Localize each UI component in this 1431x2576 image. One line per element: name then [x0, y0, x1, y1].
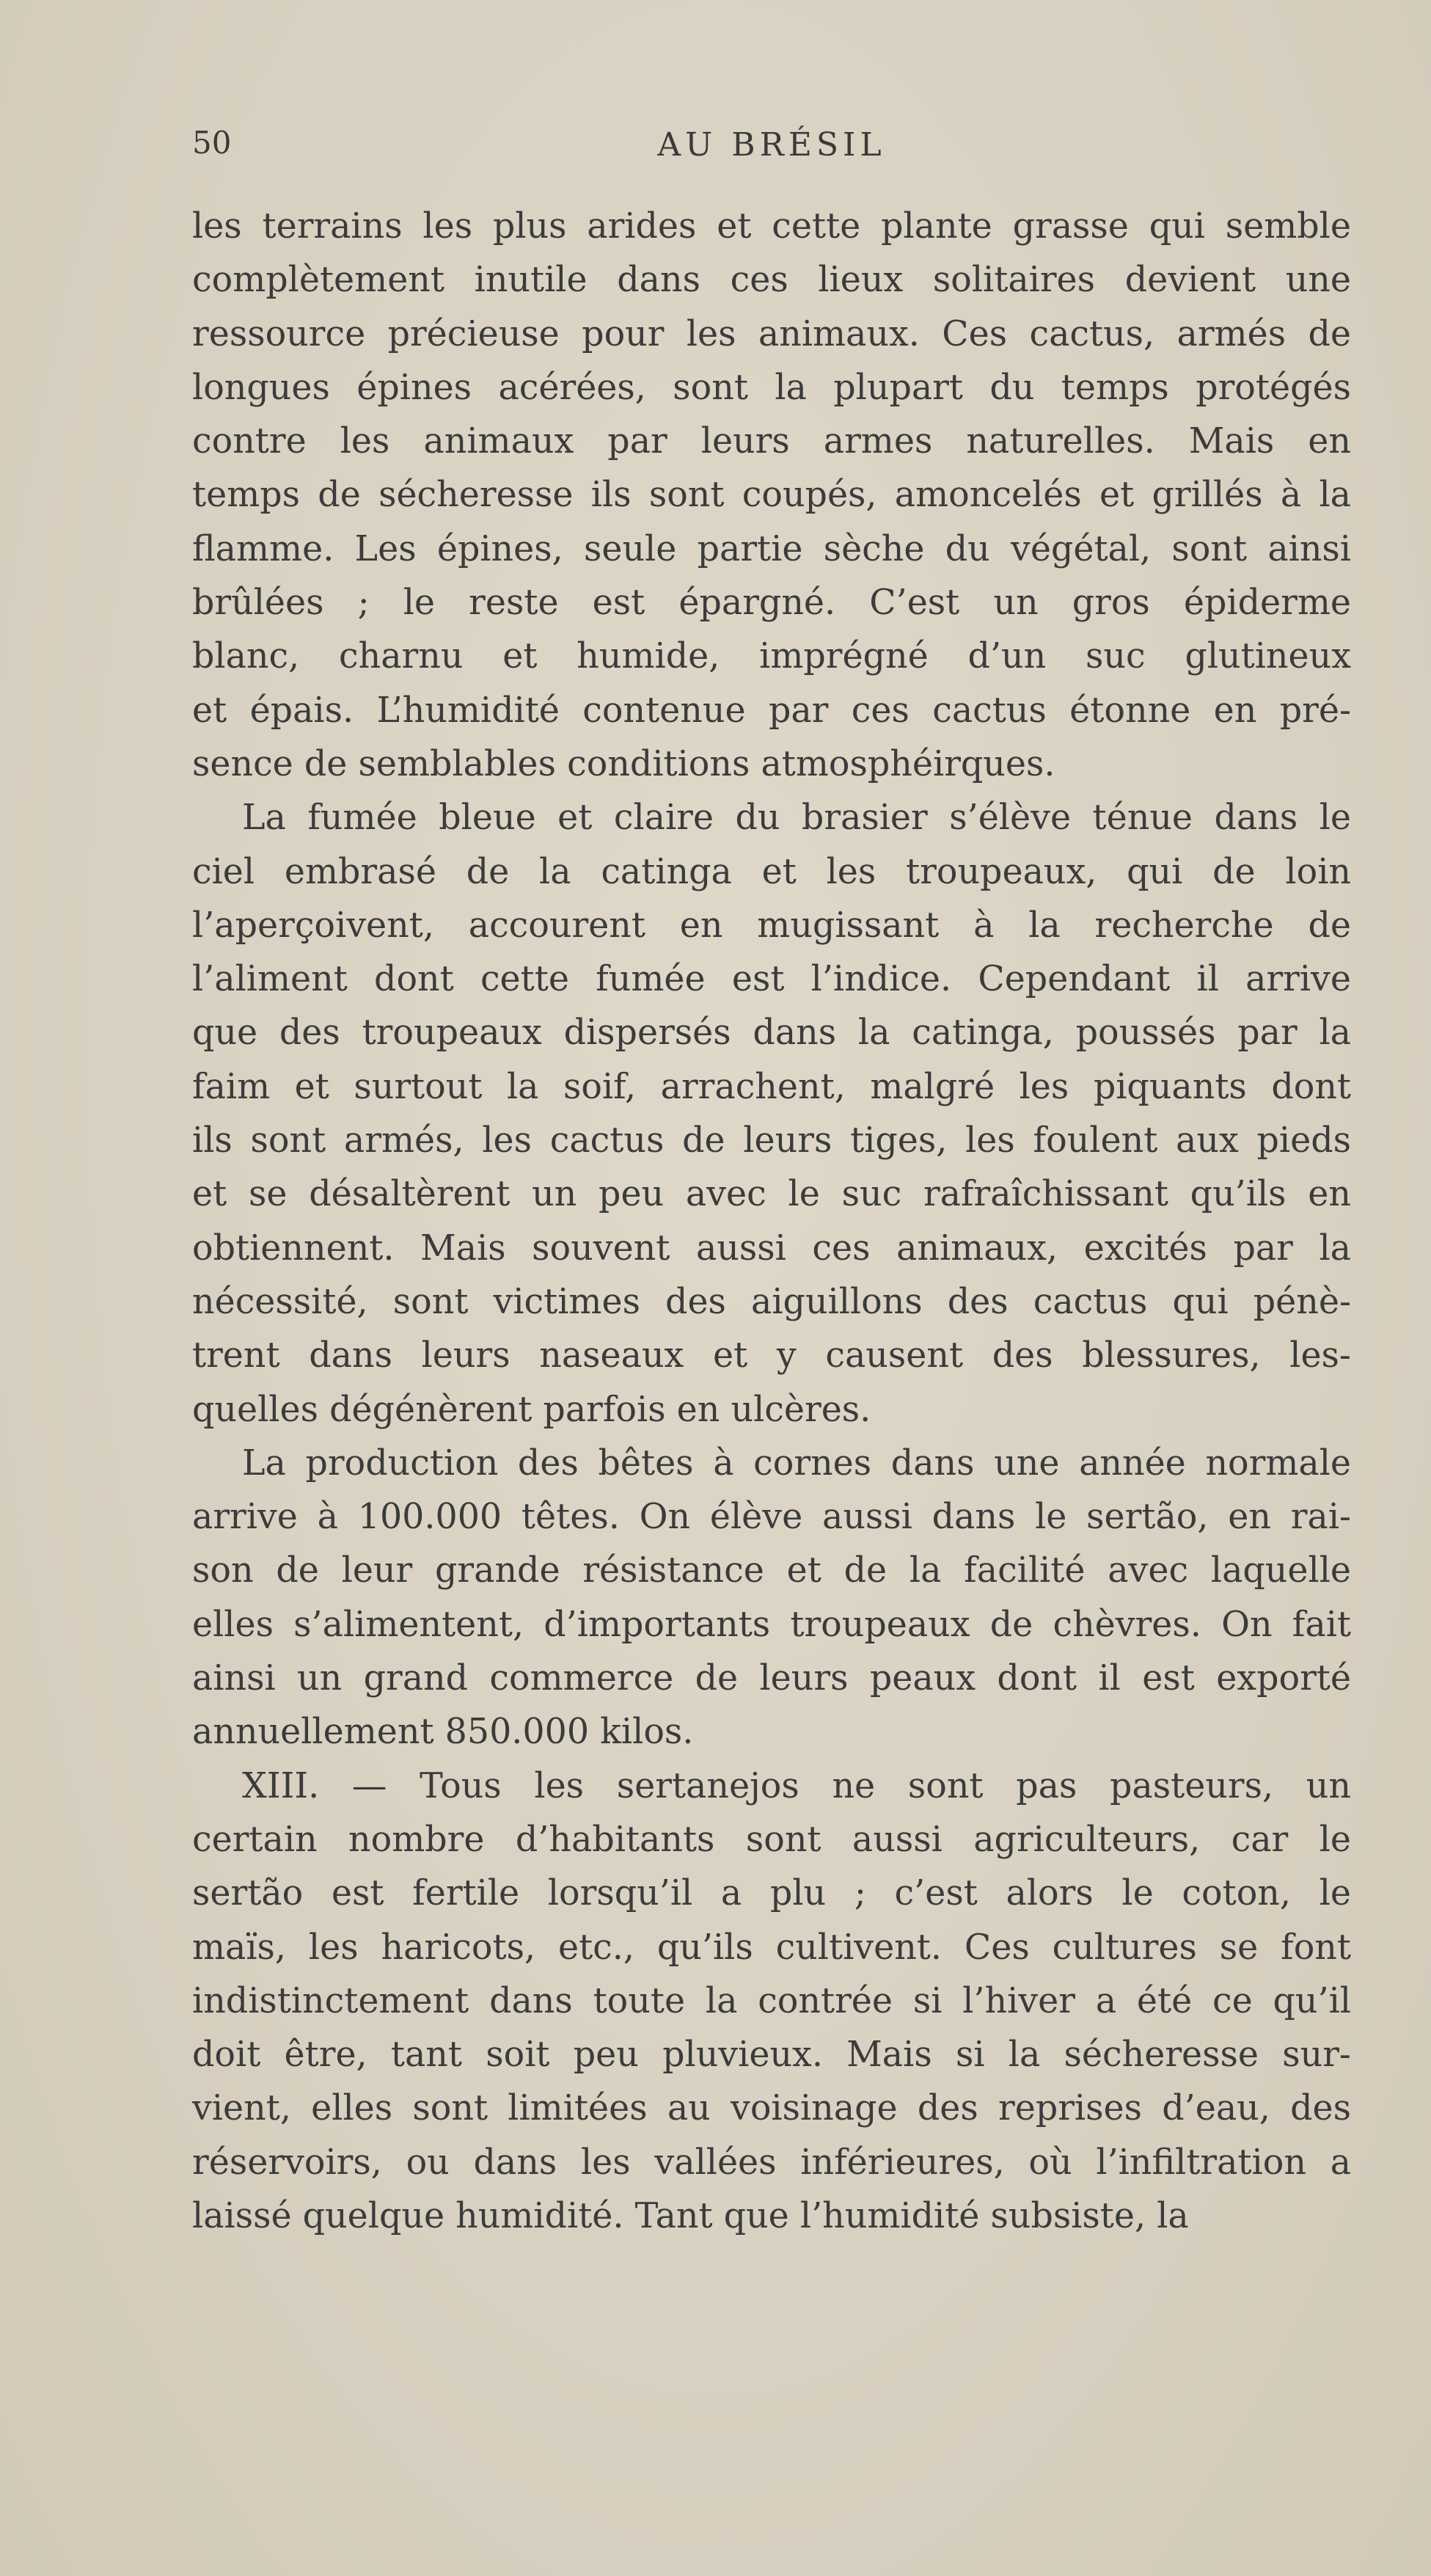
text-line: réservoirs, ou dans les vallées inférieures, où l’infiltration a — [192, 2142, 1351, 2183]
text-line: obtiennent. Mais souvent aussi ces animaux, excités par la — [192, 1227, 1351, 1269]
text-line: faim et surtout la soif, arrachent, malgré les piquants dont — [192, 1066, 1351, 1107]
text-line: quelles dégénèrent parfois en ulcères. — [192, 1389, 871, 1430]
text-line: nécessité, sont victimes des aiguillons des cactus qui pénè- — [192, 1281, 1351, 1322]
text-line: l’aperçoivent, accourent en mugissant à la recherche de — [192, 905, 1351, 946]
text-line: doit être, tant soit peu pluvieux. Mais si la sécheresse sur- — [192, 2035, 1351, 2076]
text-line: arrive à 100.000 têtes. On élève aussi dans le sertão, en rai- — [192, 1497, 1351, 1538]
text-line: et se désaltèrent un peu avec le suc rafraîchissant qu’ils en — [192, 1174, 1351, 1215]
text-line: vient, elles sont limitées au voisinage des reprises d’eau, des — [192, 2088, 1351, 2129]
paragraph — [192, 1759, 1351, 2244]
text-line: contre les animaux par leurs armes naturelles. Mais en — [192, 421, 1351, 462]
text-line: XIII. — Tous les sertanejos ne sont pas pasteurs, un — [242, 1765, 1351, 1806]
text-line: ciel embrasé de la catinga et les troupeaux, qui de loin — [192, 851, 1351, 892]
paragraph — [192, 200, 1351, 791]
text-line: trent dans leurs naseaux et y causent des blessures, les- — [192, 1335, 1351, 1376]
text-line: que des troupeaux dispersés dans la catinga, poussés par la — [192, 1012, 1351, 1054]
text-line: indistinctement dans toute la contrée si l’hiver a été ce qu’il — [192, 1980, 1351, 2021]
text-line: complètement inutile dans ces lieux solitaires devient une — [192, 260, 1351, 301]
paragraph — [192, 791, 1351, 1437]
text-line: temps de sécheresse ils sont coupés, amoncelés et grillés à la — [192, 475, 1351, 516]
text-line: l’aliment dont cette fumée est l’indice. Cependant il arrive — [192, 959, 1351, 1000]
text-line: maïs, les haricots, etc., qu’ils cultivent. Ces cultures se font — [192, 1927, 1351, 1968]
text-line: longues épines acérées, sont la plupart du temps protégés — [192, 367, 1351, 408]
text-line: La fumée bleue et claire du brasier s’élève ténue dans le — [242, 798, 1351, 839]
body-text — [192, 200, 1351, 2243]
text-line: ainsi un grand commerce de leurs peaux dont il est exporté — [192, 1658, 1351, 1699]
text-line: ressource précieuse pour les animaux. Ces cactus, armés de — [192, 313, 1351, 354]
page-number: 50 — [192, 125, 232, 161]
text-line: brûlées ; le reste est épargné. C’est un gros épiderme — [192, 583, 1351, 624]
text-line: sence de semblables conditions atmosphéirques. — [192, 743, 1055, 784]
text-line: laissé quelque humidité. Tant que l’humidité subsiste, la — [192, 2195, 1189, 2236]
text-line: certain nombre d’habitants sont aussi agriculteurs, car le — [192, 1819, 1351, 1860]
text-line: La production des bêtes à cornes dans une année normale — [242, 1442, 1351, 1484]
text-line: sertão est fertile lorsqu’il a plu ; c’est alors le coton, le — [192, 1873, 1351, 1914]
page-header — [192, 125, 1351, 169]
text-line: blanc, charnu et humide, imprégné d’un suc glutineux — [192, 636, 1351, 677]
text-line: flamme. Les épines, seule partie sèche du végétal, sont ainsi — [192, 528, 1351, 569]
running-title: AU BRÉSIL — [657, 126, 886, 164]
text-line: annuellement 850.000 kilos. — [192, 1712, 694, 1753]
text-line: elles s’alimentent, d’importants troupeaux de chèvres. On fait — [192, 1604, 1351, 1645]
text-line: ils sont armés, les cactus de leurs tiges, les foulent aux pieds — [192, 1120, 1351, 1161]
text-line: son de leur grande résistance et de la facilité avec laquelle — [192, 1550, 1351, 1591]
text-line: les terrains les plus arides et cette plante grasse qui semble — [192, 206, 1351, 247]
paragraph — [192, 1437, 1351, 1759]
text-line: et épais. L’humidité contenue par ces cactus étonne en pré- — [192, 690, 1351, 731]
